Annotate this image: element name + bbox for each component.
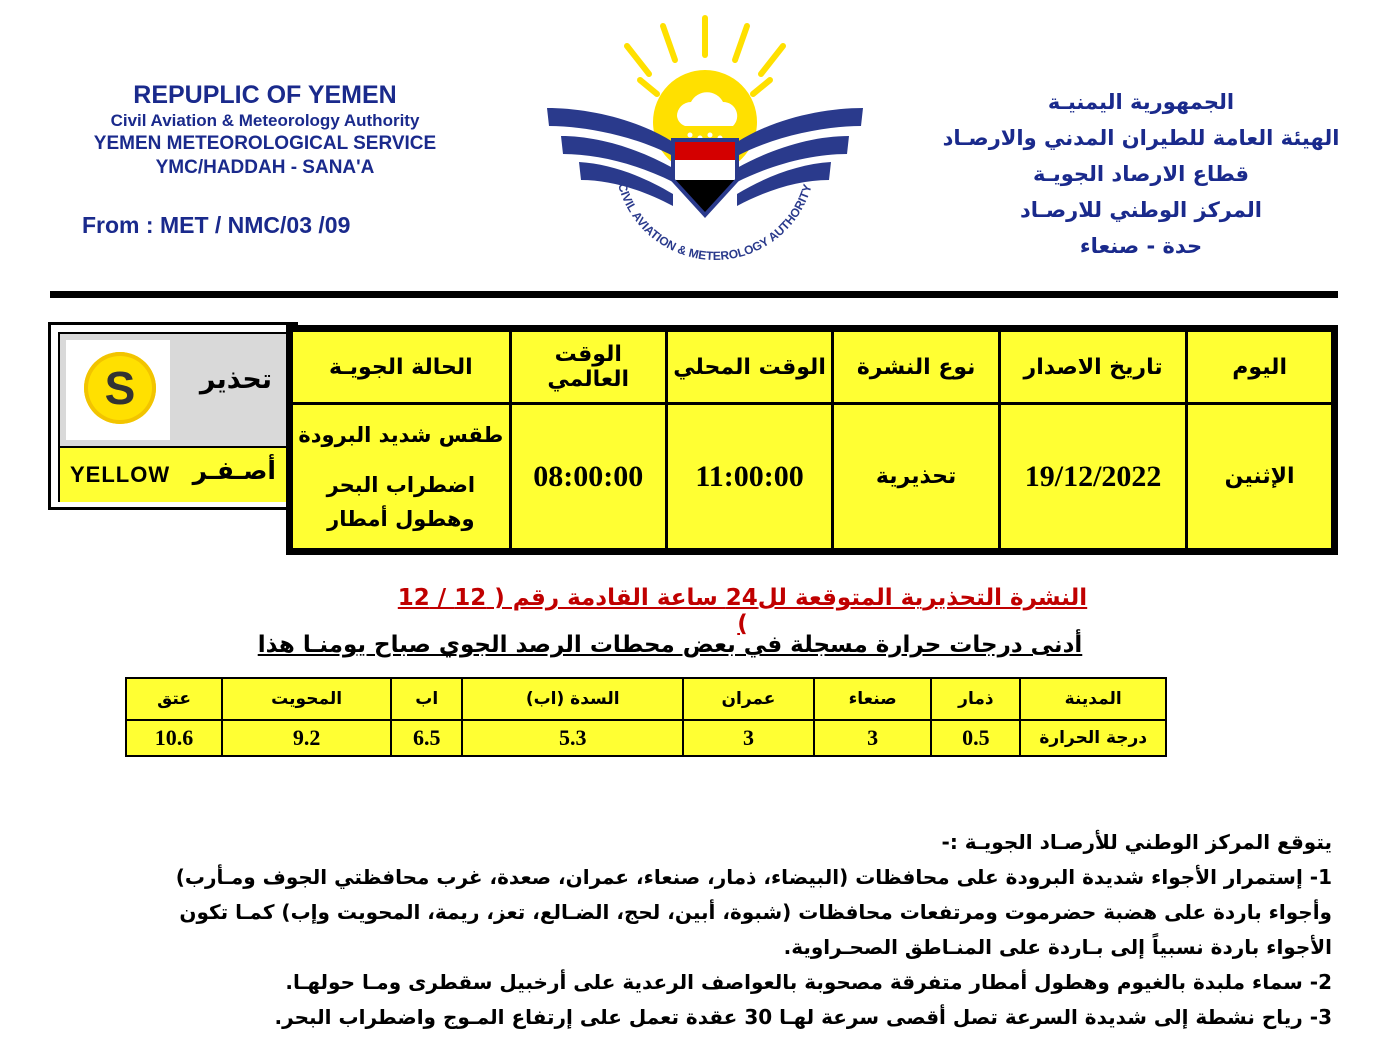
value-local-time: 11:00:00 <box>666 404 833 550</box>
warning-level-en: YELLOW <box>70 462 171 487</box>
temp-city: السدة (اب) <box>462 678 683 720</box>
temp-value: 5.3 <box>462 720 683 756</box>
temp-city: عمران <box>683 678 814 720</box>
logo-caption: CIVIL AVIATION & METEROLOGY AUTHORITY <box>615 181 815 264</box>
weather-line-2: اضطراب البحر <box>326 472 476 497</box>
temp-value: 3 <box>683 720 814 756</box>
forecast-item-1a: 1- إستمرار الأجواء شديدة البرودة على محافظات (البيضاء، ذمار، صنعاء، عمران، صعدة، غرب محافظتي الجوف ومـأرب) <box>175 865 1332 889</box>
warning-inner <box>58 332 288 502</box>
forecast-item-1b: وأجواء باردة على هضبة حضرموت ومرتفعات محافظات (شبوة، أبين، لحج، الضـالع، تعز، ريمة، المحويت وإب) كمـا تكون <box>179 900 1332 924</box>
value-issue-date: 19/12/2022 <box>999 404 1186 550</box>
temp-value: 6.5 <box>391 720 462 756</box>
forecast-item-2: 2- سماء ملبدة بالغيوم وهطول أمطار متفرقة مصحوبة بالعواصف الرعدية على أرخبيل سقطرى ومـا حولهـا. <box>285 970 1332 994</box>
temp-city-row <box>126 678 1166 720</box>
warning-top <box>60 334 286 444</box>
warning-label: تحذير <box>199 364 272 395</box>
forecast-item-3: 3- رياح نشطة إلى شديدة السرعة تصل أقصى سرعة لهـا 30 عقدة تعمل على إرتفاع المـوج واضطراب البحر. <box>274 1005 1332 1029</box>
forecast-item-1c: الأجواء باردة نسبياً إلى بـاردة على المنـاطق الصحـراوية. <box>783 935 1332 959</box>
value-bulletin-type: تحذيرية <box>833 404 1000 550</box>
temp-city: اب <box>391 678 462 720</box>
temp-city: عتق <box>126 678 222 720</box>
temp-city: المحويت <box>222 678 391 720</box>
weather-line-3: وهطول أمطار <box>327 506 475 531</box>
table-value-row <box>292 404 1333 550</box>
value-day: الإثنين <box>1187 404 1333 550</box>
header-ar-location: حدة - صنعاء <box>1079 234 1203 258</box>
value-weather <box>292 404 511 550</box>
header-bulletin-type: نوع النشرة <box>833 331 1000 404</box>
header-ar-republic: الجمهورية اليمنيـة <box>1047 90 1235 114</box>
header-issue-date: تاريخ الاصدار <box>999 331 1186 404</box>
header-ar-center: المركز الوطني للارصـاد <box>1019 198 1263 222</box>
bulletin-title: النشرة التحذيرية المتوقعة لل24 ساعة القادمة رقم ( 12 / 12 ) <box>397 585 1088 637</box>
temp-value: 10.6 <box>126 720 222 756</box>
warning-level-ar: أصـفـر <box>192 456 276 485</box>
bulletin-info-table <box>286 325 1338 555</box>
temp-city: صنعاء <box>814 678 932 720</box>
header-location: YMC/HADDAH - SANA'A <box>155 157 375 178</box>
weather-line-1: طقس شديد البرودة <box>298 422 504 447</box>
header-republic: REPUPLIC OF YEMEN <box>133 81 397 109</box>
from-reference: From : MET / NMC/03 /09 <box>82 212 351 238</box>
header-english <box>60 80 470 180</box>
authority-logo <box>545 10 865 280</box>
header-weather: الحالة الجويـة <box>292 331 511 404</box>
header-authority: Civil Aviation & Meteorology Authority <box>110 111 420 130</box>
table-header-row <box>292 331 1333 404</box>
warning-s-icon: S <box>84 352 156 424</box>
temp-city: ذمار <box>931 678 1020 720</box>
temp-value: 3 <box>814 720 932 756</box>
flag-shield-icon <box>673 140 737 215</box>
value-utc-time: 08:00:00 <box>510 404 666 550</box>
header-utc-time: الوقت العالمي <box>510 331 666 404</box>
header-service: YEMEN METEOROLOGICAL SERVICE <box>93 133 437 154</box>
forecast-intro: يتوقع المركز الوطني للأرصـاد الجويـة :- <box>941 830 1332 854</box>
temp-value-label: درجة الحرارة <box>1020 720 1166 756</box>
temp-value-row <box>126 720 1166 756</box>
header-divider <box>50 291 1338 298</box>
temp-city-label: المدينة <box>1020 678 1166 720</box>
header-arabic <box>931 84 1351 264</box>
min-temps-table <box>125 677 1167 757</box>
warning-level-box <box>48 322 298 510</box>
header-ar-sector: قطاع الارصاد الجويـة <box>1032 162 1250 186</box>
temp-value: 0.5 <box>931 720 1020 756</box>
header-local-time: الوقت المحلي <box>666 331 833 404</box>
temp-value: 9.2 <box>222 720 391 756</box>
header-ar-authority: الهيئة العامة للطيران المدني والارصـاد <box>942 126 1340 150</box>
forecast-text <box>70 825 1332 1035</box>
header-day: اليوم <box>1187 331 1333 404</box>
min-temps-title: أدنى درجات حرارة مسجلة في بعض محطات الرصد الجوي صباح يومنـا هذا <box>257 632 1083 658</box>
warning-level-strip <box>60 446 286 502</box>
warning-symbol-box <box>66 340 170 440</box>
